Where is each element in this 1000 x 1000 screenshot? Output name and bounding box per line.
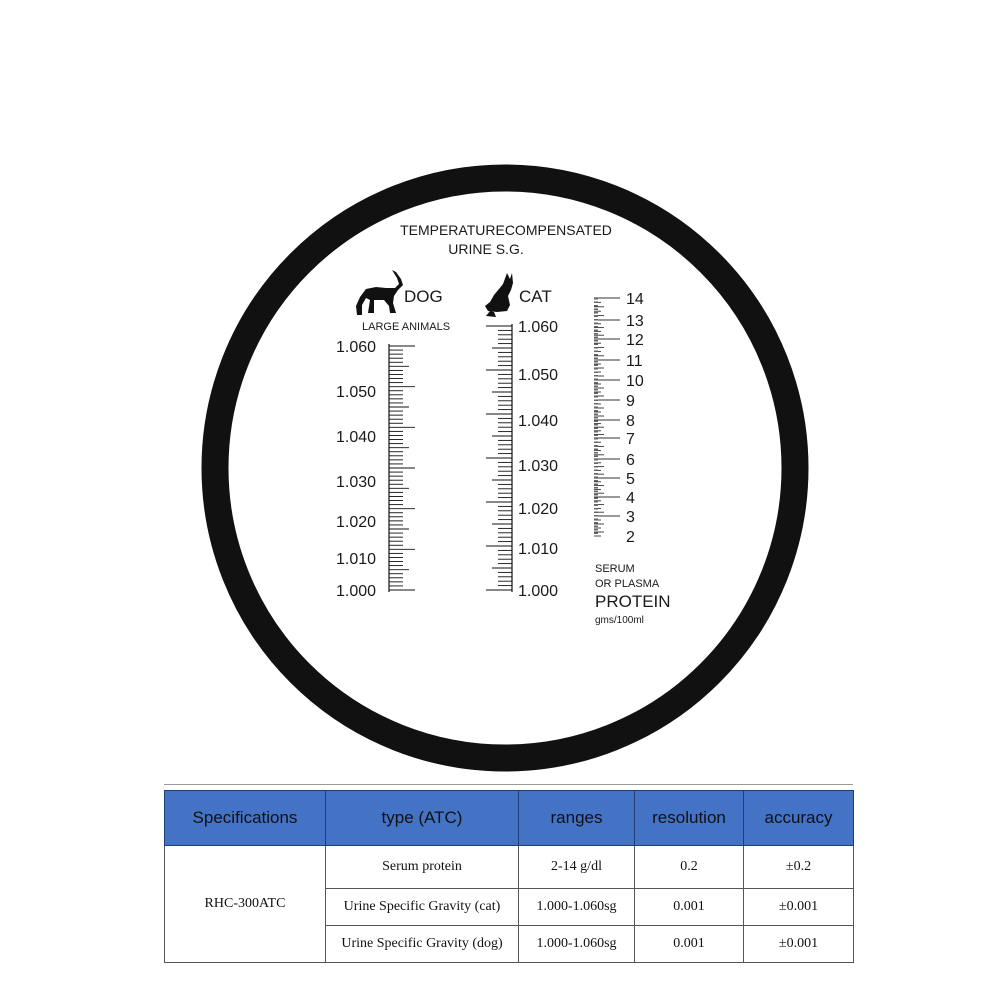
protein-scale-value: 5	[626, 471, 635, 488]
header-accuracy: accuracy	[744, 791, 854, 846]
resolution-cell: 0.001	[635, 889, 744, 926]
cat-scale-value: 1.020	[518, 501, 559, 518]
protein-scale-ticks	[594, 298, 620, 536]
cat-scale-value: 1.030	[518, 458, 559, 475]
protein-scale-value: 8	[626, 413, 635, 430]
protein-scale-value: 13	[626, 313, 644, 330]
accuracy-cell: ±0.001	[744, 889, 854, 926]
dog-scale-values	[336, 339, 376, 600]
dog-sublabel: LARGE ANIMALS	[362, 321, 451, 333]
cat-scale-values	[518, 319, 558, 600]
range-cell: 2-14 g/dl	[519, 846, 635, 889]
protein-plasma-label: OR PLASMA	[595, 578, 660, 590]
accuracy-cell: ±0.001	[744, 926, 854, 963]
protein-scale-value: 6	[626, 452, 635, 469]
range-cell: 1.000-1.060sg	[519, 926, 635, 963]
header-specifications: Specifications	[165, 791, 326, 846]
protein-scale-value: 9	[626, 393, 635, 410]
protein-title: PROTEIN	[595, 592, 671, 611]
resolution-cell: 0.001	[635, 926, 744, 963]
dog-label: DOG	[404, 287, 443, 306]
table-row	[165, 846, 854, 889]
cat-scale-value: 1.010	[518, 541, 559, 558]
type-cell: Serum protein	[326, 846, 519, 889]
header-ranges: ranges	[519, 791, 635, 846]
dog-scale-value: 1.060	[336, 339, 377, 356]
cat-scale-value: 1.060	[518, 319, 559, 336]
model-cell: RHC-300ATC	[165, 846, 326, 963]
protein-scale-value: 2	[626, 529, 635, 546]
cat-icon	[485, 273, 513, 317]
header-line2: URINE S.G.	[448, 241, 524, 257]
protein-scale-values	[626, 291, 644, 546]
specifications-table	[164, 790, 854, 963]
table-header-row	[165, 791, 854, 846]
resolution-cell: 0.2	[635, 846, 744, 889]
protein-scale-value: 4	[626, 490, 635, 507]
header-type: type (ATC)	[326, 791, 519, 846]
protein-scale-value: 14	[626, 291, 644, 308]
dog-scale-value: 1.010	[336, 551, 377, 568]
type-cell: Urine Specific Gravity (dog)	[326, 926, 519, 963]
cat-scale-value: 1.000	[518, 583, 559, 600]
cat-scale-ticks	[486, 324, 512, 592]
dog-scale-ticks	[389, 344, 415, 592]
cat-scale-value: 1.040	[518, 413, 559, 430]
cat-scale-value: 1.050	[518, 367, 559, 384]
cat-label: CAT	[519, 287, 552, 306]
protein-serum-label: SERUM	[595, 563, 635, 575]
protein-scale-value: 10	[626, 373, 644, 390]
protein-scale-value: 7	[626, 431, 635, 448]
type-cell: Urine Specific Gravity (cat)	[326, 889, 519, 926]
range-cell: 1.000-1.060sg	[519, 889, 635, 926]
table-top-rule	[164, 784, 853, 785]
protein-unit: gms/100ml	[595, 615, 644, 626]
dog-icon	[356, 270, 403, 315]
accuracy-cell: ±0.2	[744, 846, 854, 889]
dog-scale-value: 1.040	[336, 429, 377, 446]
protein-scale-value: 3	[626, 509, 635, 526]
dog-scale-value: 1.020	[336, 514, 377, 531]
protein-scale-value: 12	[626, 332, 644, 349]
eyepiece-ring	[215, 178, 795, 758]
dog-scale-value: 1.030	[336, 474, 377, 491]
dog-scale-value: 1.050	[336, 384, 377, 401]
protein-scale-value: 11	[626, 353, 643, 370]
header-line1: TEMPERATURECOMPENSATED	[400, 222, 612, 238]
header-resolution: resolution	[635, 791, 744, 846]
dog-scale-value: 1.000	[336, 583, 377, 600]
